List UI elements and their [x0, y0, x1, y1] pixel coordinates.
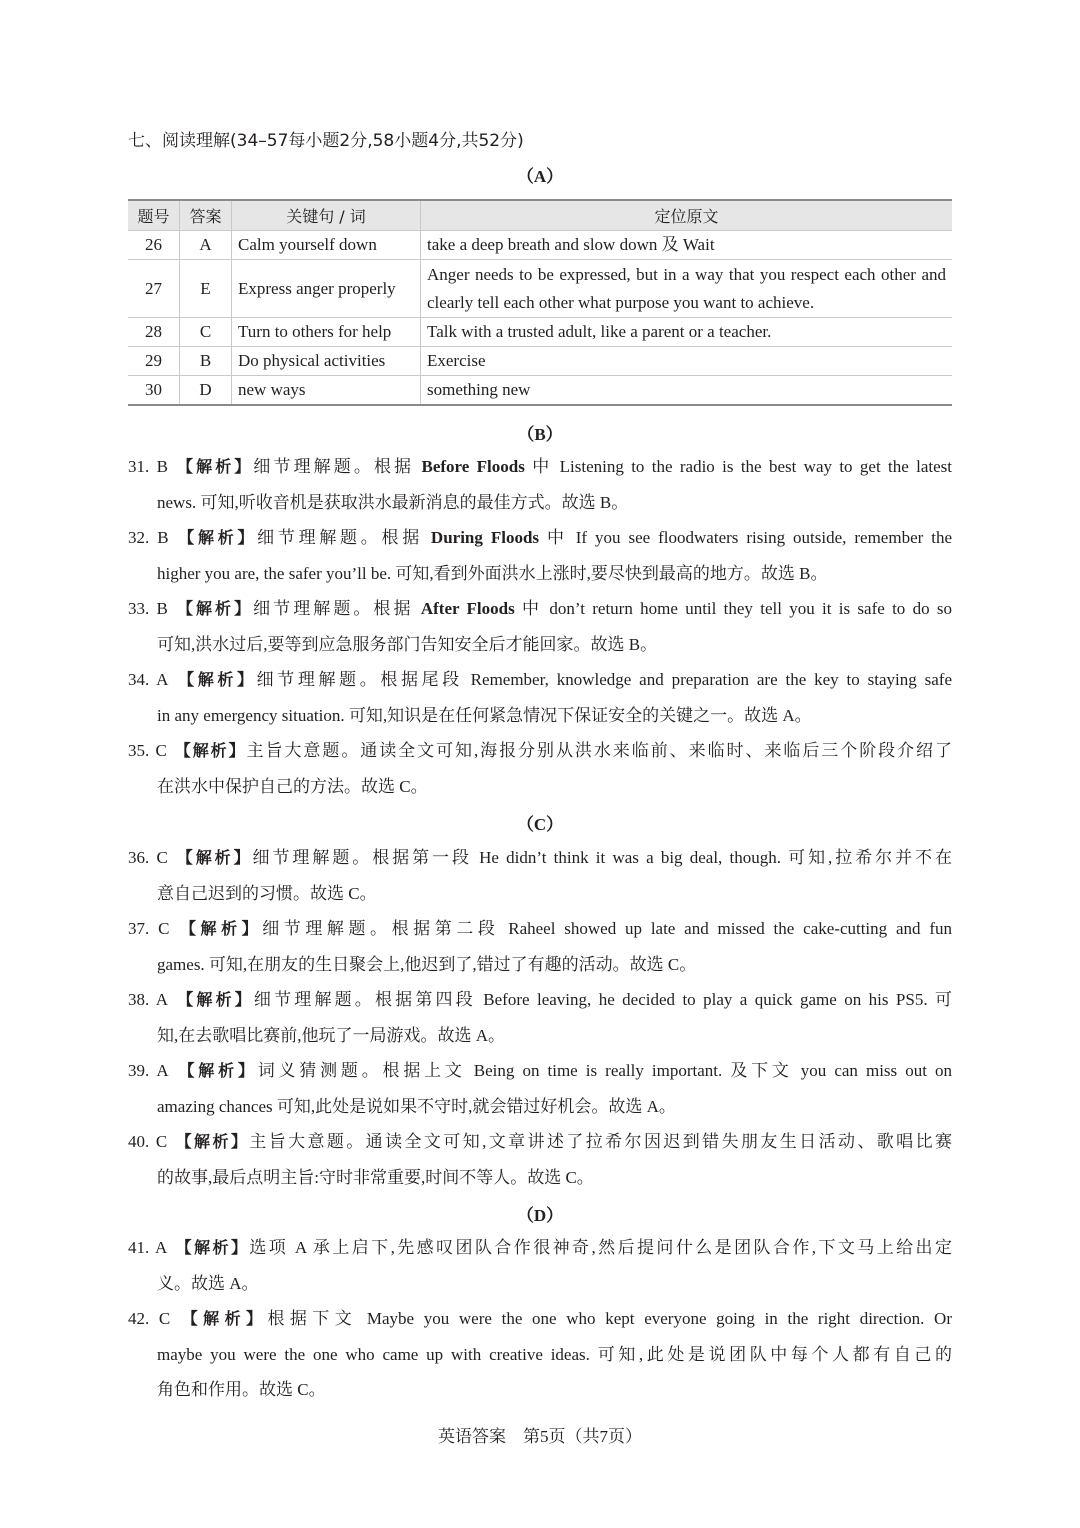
item-text: 中 Listening to the radio is the best way to get the latest: [532, 457, 952, 476]
item-text: 细节理解题。根据: [257, 528, 423, 547]
table-row: [128, 260, 952, 318]
cell-source: Anger needs to be expressed, but in a way that you respect each other and clearly tell each other what purpose you want to achieve.: [421, 260, 953, 318]
item-continuation: 义。故选 A。: [157, 1273, 259, 1293]
section-title: 七、阅读理解(34–57每小题2分,58小题4分,共52分): [128, 131, 524, 151]
analysis-tag: 【解析】: [174, 670, 257, 689]
item-number: 36. C: [128, 848, 168, 867]
header-question-no: 题号: [128, 200, 180, 231]
answer-item-38: [128, 982, 952, 1053]
item-number: 33. B: [128, 599, 168, 618]
item-continuation: news. 可知,听收音机是获取洪水最新消息的最佳方式。故选 B。: [157, 492, 629, 512]
table-header-row: [128, 200, 952, 231]
item-text: 主旨大意题。通读全文可知,文章讲述了拉希尔因迟到错失朋友生日活动、歌唱比赛: [249, 1132, 952, 1151]
analysis-tag: 【解析】: [174, 528, 258, 547]
item-text: 根据下文 Maybe you were the one who kept everyone going in the right direction. Or: [267, 1309, 952, 1328]
cell-answer: B: [180, 347, 232, 376]
item-number: 32. B: [128, 528, 169, 547]
item-number: 37. C: [128, 919, 170, 938]
item-text: 细节理解题。根据第四段 Before leaving, he decided to play a quick game on his PS5. 可: [253, 990, 952, 1009]
header-key-phrase: 关键句 / 词: [232, 200, 421, 231]
cell-key: Turn to others for help: [232, 318, 421, 347]
answer-item-42: [128, 1301, 952, 1408]
answer-item-40: [128, 1124, 952, 1195]
item-continuation: games. 可知,在朋友的生日聚会上,他迟到了,错过了有趣的活动。故选 C。: [157, 954, 697, 974]
cell-no: 28: [128, 318, 180, 347]
item-continuation: 意自己迟到的习惯。故选 C。: [157, 883, 377, 903]
item-number: 39. A: [128, 1061, 169, 1080]
item-bold-keyword: After Floods: [420, 599, 515, 618]
analysis-tag: 【解析】: [176, 1309, 268, 1328]
analysis-tag: 【解析】: [173, 599, 254, 618]
item-number: 38. A: [128, 990, 169, 1009]
cell-key: Calm yourself down: [232, 231, 421, 260]
table-row: [128, 347, 952, 376]
answer-item-36: [128, 840, 952, 911]
analysis-tag: 【解析】: [174, 1061, 258, 1080]
cell-source: Talk with a trusted adult, like a parent or a teacher.: [421, 318, 953, 347]
item-continuation: higher you are, the safer you’ll be. 可知,看到外面洪水上涨时,要尽快到最高的地方。故选 B。: [157, 563, 828, 583]
item-number: 31. B: [128, 457, 168, 476]
analysis-tag: 【解析】: [175, 919, 263, 938]
item-bold-keyword: During Floods: [430, 528, 540, 547]
answer-item-37: [128, 911, 952, 982]
item-continuation: 在洪水中保护自己的方法。故选 C。: [157, 776, 428, 796]
item-text: 细节理解题。根据: [253, 599, 414, 618]
cell-answer: D: [180, 376, 232, 406]
answer-table-part-a: [128, 199, 952, 406]
item-text: 词义猜测题。根据上文 Being on time is really important. 及下文 you can miss out on: [257, 1061, 952, 1080]
item-continuation: 知,在去歌唱比赛前,他玩了一局游戏。故选 A。: [157, 1025, 506, 1045]
page-footer: 英语答案 第5页（共7页）: [438, 1427, 642, 1446]
header-answer: 答案: [180, 200, 232, 231]
analysis-tag: 【解析】: [173, 1238, 250, 1257]
item-number: 40. C: [128, 1132, 168, 1151]
table-row: [128, 318, 952, 347]
item-number: 35. C: [128, 741, 167, 760]
answer-item-32: [128, 520, 952, 591]
cell-answer: C: [180, 318, 232, 347]
cell-no: 27: [128, 260, 180, 318]
header-source-text: 定位原文: [421, 200, 953, 231]
analysis-tag: 【解析】: [173, 848, 253, 867]
part-label-a: （A）: [516, 167, 564, 186]
item-number: 34. A: [128, 670, 169, 689]
part-label-d: （D）: [516, 1206, 564, 1225]
cell-no: 26: [128, 231, 180, 260]
item-number: 42. C: [128, 1309, 171, 1328]
answer-item-34: [128, 662, 952, 733]
part-label-c: （C）: [516, 815, 564, 834]
answer-item-41: [128, 1230, 952, 1301]
answer-item-33: [128, 591, 952, 662]
item-text: 细节理解题。根据: [253, 457, 415, 476]
item-number: 41. A: [128, 1238, 168, 1257]
item-text: 选项 A 承上启下,先感叹团队合作很神奇,然后提问什么是团队合作,下文马上给出定: [249, 1238, 952, 1257]
analysis-tag: 【解析】: [173, 457, 254, 476]
item-text: 细节理解题。根据第一段 He didn’t think it was a big deal, though. 可知,拉希尔并不在: [252, 848, 952, 867]
table-row: [128, 376, 952, 406]
cell-answer: A: [180, 231, 232, 260]
item-continuation: 可知,洪水过后,要等到应急服务部门告知安全后才能回家。故选 B。: [157, 634, 658, 654]
analysis-tag: 【解析】: [174, 990, 254, 1009]
item-text: 细节理解题。根据尾段 Remember, knowledge and preparation are the key to staying safe: [256, 670, 952, 689]
item-text: 中 If you see floodwaters rising outside, remember the: [547, 528, 953, 547]
analysis-tag: 【解析】: [172, 741, 247, 760]
item-continuation: in any emergency situation. 可知,知识是在任何紧急情况下保证安全的关键之一。故选 A。: [157, 705, 812, 725]
item-continuation: 的故事,最后点明主旨:守时非常重要,时间不等人。故选 C。: [157, 1167, 594, 1187]
analysis-tag: 【解析】: [173, 1132, 250, 1151]
item-bold-keyword: Before Floods: [421, 457, 525, 476]
item-text: 主旨大意题。通读全文可知,海报分别从洪水来临前、来临时、来临后三个阶段介绍了: [246, 741, 952, 760]
cell-no: 29: [128, 347, 180, 376]
cell-no: 30: [128, 376, 180, 406]
answer-item-31: [128, 449, 952, 520]
cell-key: new ways: [232, 376, 421, 406]
part-label-b: （B）: [517, 425, 563, 444]
item-continuation: amazing chances 可知,此处是说如果不守时,就会错过好机会。故选 A。: [157, 1096, 676, 1116]
answer-item-35: [128, 733, 952, 804]
table-row: [128, 231, 952, 260]
item-text: 中 don’t return home until they tell you it is safe to do so: [522, 599, 953, 618]
cell-source: take a deep breath and slow down 及 Wait: [421, 231, 953, 260]
item-continuation: maybe you were the one who came up with creative ideas. 可知,此处是说团队中每个人都有自己的: [157, 1344, 952, 1364]
cell-source: something new: [421, 376, 953, 406]
cell-key: Express anger properly: [232, 260, 421, 318]
cell-key: Do physical activities: [232, 347, 421, 376]
item-continuation: 角色和作用。故选 C。: [157, 1380, 326, 1399]
answer-item-39: [128, 1053, 952, 1124]
item-text: 细节理解题。根据第二段 Raheel showed up late and missed the cake-cutting and fun: [262, 919, 952, 938]
cell-answer: E: [180, 260, 232, 318]
cell-source: Exercise: [421, 347, 953, 376]
